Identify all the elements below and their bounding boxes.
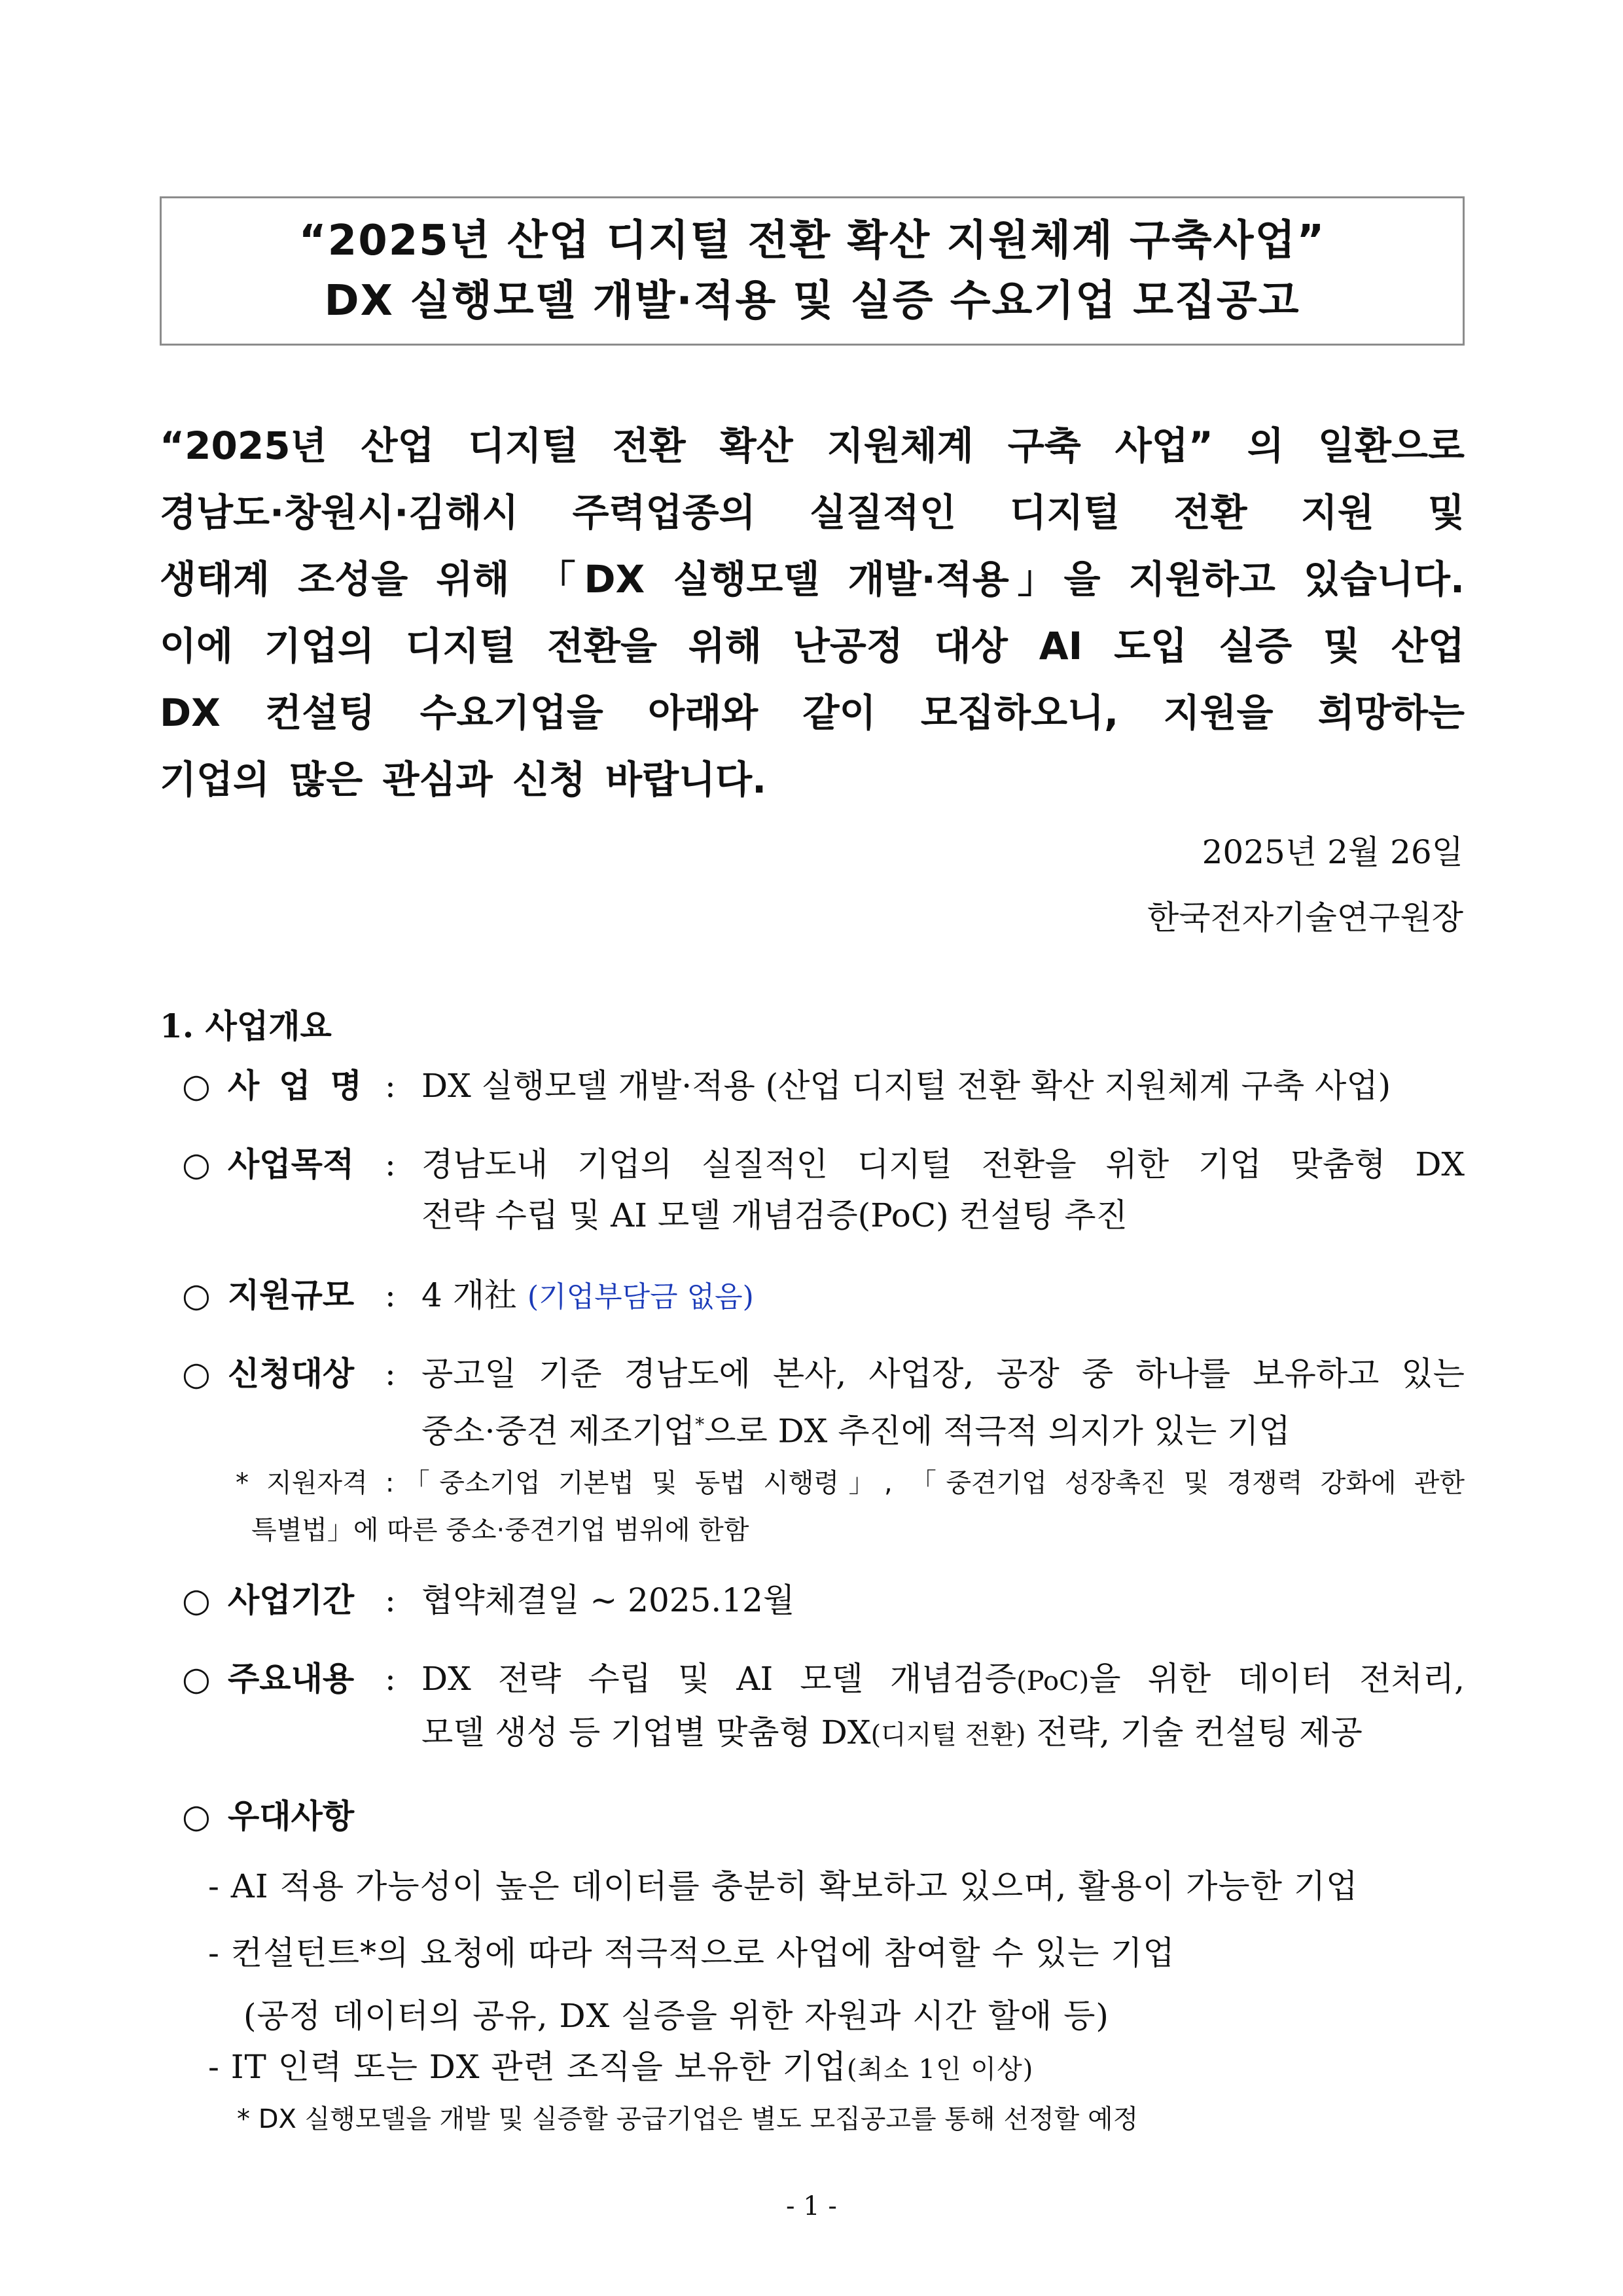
colon: : bbox=[385, 1145, 396, 1183]
item-label: 사업기간 bbox=[228, 1581, 355, 1619]
announcement-date: 2025년 2월 26일 bbox=[1202, 833, 1463, 871]
preference-line bbox=[208, 2041, 1033, 2088]
page-number: - 1 - bbox=[786, 2191, 837, 2221]
intro-paragraph bbox=[160, 412, 1465, 813]
section-heading: 1. 사업개요 bbox=[160, 1007, 332, 1045]
footnote-marker: * bbox=[695, 1414, 705, 1435]
colon: : bbox=[385, 1581, 396, 1619]
intro-line: 기업의 많은 관심과 신청 바랍니다. bbox=[160, 757, 767, 802]
item-value-line: 공고일 기준 경남도에 본사, 사업장, 공장 중 하나를 보유하고 있는 bbox=[421, 1355, 1465, 1393]
preference-line: - AI 적용 가능성이 높은 데이터를 충분히 확보하고 있으며, 활용이 가능한 기업 bbox=[208, 1867, 1359, 1905]
item-label: 우대사항 bbox=[228, 1797, 355, 1835]
bullet-icon: ○ bbox=[182, 1145, 211, 1183]
item-value-line: 전략 수립 및 AI 모델 개념검증(PoC) 컨설팅 추진 bbox=[421, 1196, 1128, 1234]
bullet-icon: ○ bbox=[182, 1581, 211, 1619]
bullet-icon: ○ bbox=[182, 1797, 211, 1835]
item-value-line: DX 전략 수립 및 AI 모델 개념검증 bbox=[421, 1660, 1017, 1698]
colon: : bbox=[385, 1355, 396, 1393]
item-value: DX 실행모델 개발·적용 (산업 디지털 전환 확산 지원체계 구축 사업) bbox=[421, 1067, 1391, 1105]
item-value-line: 중소·중견 제조기업 bbox=[421, 1412, 696, 1450]
item-value-small: (디지털 전환) bbox=[870, 1720, 1026, 1750]
item-value-line: 을 위한 데이터 전처리, bbox=[1089, 1660, 1465, 1698]
title-box bbox=[160, 196, 1465, 346]
preference-line: (공정 데이터의 공유, DX 실증을 위한 자원과 시간 할애 등) bbox=[243, 1997, 1109, 2035]
item-label: 사업목적 bbox=[228, 1145, 355, 1183]
preference-text: - IT 인력 또는 DX 관련 조직을 보유한 기업 bbox=[208, 2048, 847, 2086]
intro-line: 경남도·창원시·김해시 주력업종의 실질적인 디지털 전환 지원 및 bbox=[160, 490, 1465, 535]
scale-note: (기업부담금 없음) bbox=[527, 1280, 754, 1314]
item-value: 협약체결일 ~ 2025.12월 bbox=[421, 1581, 795, 1619]
item-label: 신청대상 bbox=[228, 1354, 355, 1393]
title-line-2: DX 실행모델 개발·적용 및 실증 수요기업 모집공고 bbox=[324, 277, 1300, 325]
colon: : bbox=[385, 1276, 396, 1314]
item-value-small: (PoC) bbox=[1016, 1666, 1090, 1696]
note-line: * 지원자격 :「중소기업 기본법 및 동법 시행령」, 「중견기업 성장촉진 및 경쟁력 강화에 관한 bbox=[236, 1468, 1465, 1498]
issuing-organization: 한국전자기술연구원장 bbox=[1147, 899, 1463, 937]
intro-line: DX 컨설팅 수요기업을 아래와 같이 모집하오니, 지원을 희망하는 bbox=[160, 691, 1465, 735]
intro-line: “2025년 산업 디지털 전환 확산 지원체계 구축 사업” 의 일환으로 bbox=[160, 423, 1465, 468]
item-value-line: 경남도내 기업의 실질적인 디지털 전환을 위한 기업 맞춤형 DX bbox=[421, 1145, 1465, 1183]
preference-line: - 컨설턴트*의 요청에 따라 적극적으로 사업에 참여할 수 있는 기업 bbox=[208, 1934, 1175, 1972]
title-line-1: “2025년 산업 디지털 전환 확산 지원체계 구축사업” bbox=[298, 217, 1326, 265]
intro-line: 이에 기업의 디지털 전환을 위해 난공정 대상 AI 도입 실증 및 산업 bbox=[160, 624, 1465, 668]
colon: : bbox=[385, 1067, 396, 1105]
supplier-footnote: * DX 실행모델을 개발 및 실증할 공급기업은 별도 모집공고를 통해 선정할 예정 bbox=[237, 2104, 1139, 2134]
eligibility-note bbox=[236, 1460, 1465, 1554]
item-label: 사업명 bbox=[228, 1066, 382, 1105]
item-value-line: 모델 생성 등 기업별 맞춤형 DX bbox=[421, 1713, 871, 1751]
item-label: 주요내용 bbox=[228, 1659, 355, 1698]
colon: : bbox=[385, 1660, 396, 1698]
item-value-line: 으로 DX 추진에 적극적 의지가 있는 기업 bbox=[704, 1412, 1291, 1450]
bullet-icon: ○ bbox=[182, 1067, 211, 1105]
intro-line: 생태계 조성을 위해 「DX 실행모델 개발·적용」을 지원하고 있습니다. bbox=[160, 557, 1465, 601]
item-value-line: 전략, 기술 컨설팅 제공 bbox=[1026, 1713, 1363, 1751]
bullet-icon: ○ bbox=[182, 1660, 211, 1698]
bullet-icon: ○ bbox=[182, 1276, 211, 1314]
item-label: 지원규모 bbox=[228, 1276, 355, 1314]
item-value: 4 개社 bbox=[421, 1276, 518, 1314]
bullet-icon: ○ bbox=[182, 1355, 211, 1393]
note-line: 특별법」에 따른 중소·중견기업 범위에 한함 bbox=[251, 1515, 749, 1545]
preference-text-small: (최소 1인 이상) bbox=[847, 2054, 1034, 2085]
